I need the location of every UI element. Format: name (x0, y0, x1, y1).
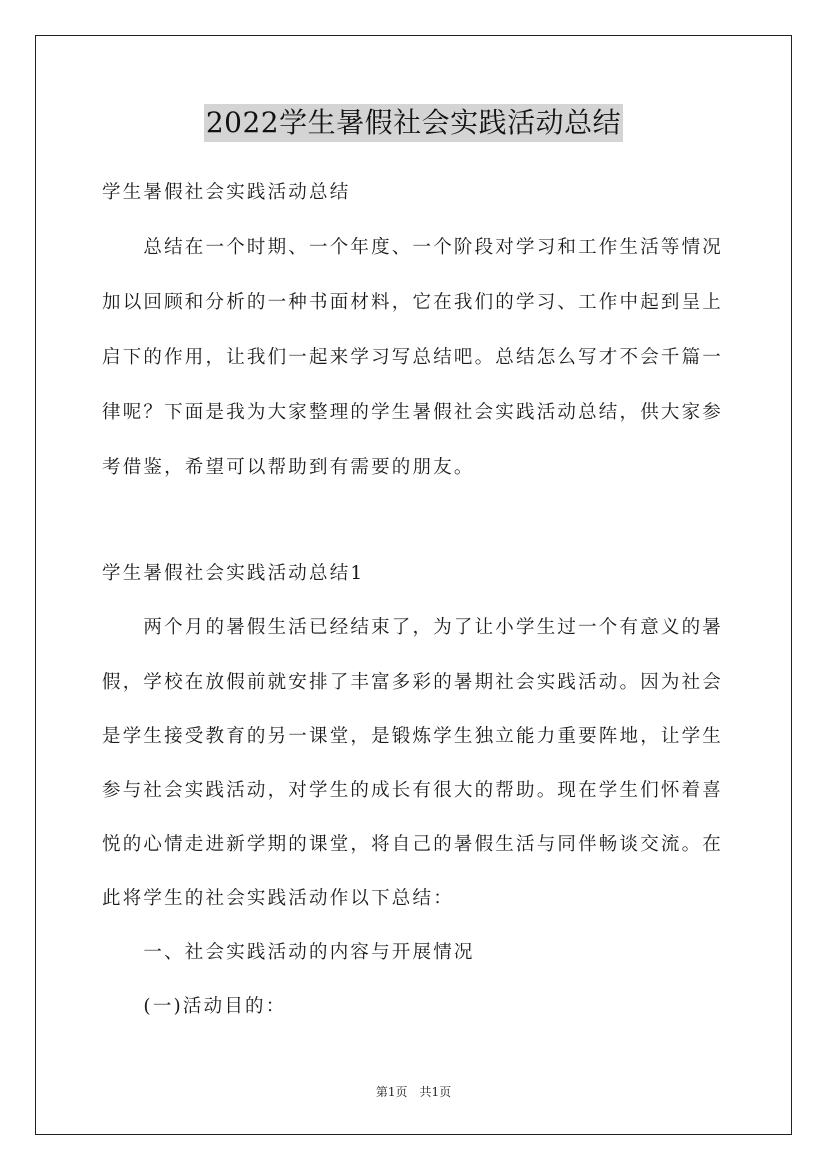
intro-line: 律呢？下面是我为大家整理的学生暑假社会实践活动总结，供大家参 (102, 402, 724, 423)
intro-line: 启下的作用，让我们一起来学习写总结吧。总结怎么写才不会千篇一 (102, 347, 724, 368)
document-subtitle: 学生暑假社会实践活动总结 (102, 182, 351, 203)
section-line: 悦的心情走进新学期的课堂，将自己的暑假生活与同伴畅谈交流。在 (102, 834, 724, 855)
intro-line: 总结在一个时期、一个年度、一个阶段对学习和工作生活等情况 (102, 237, 724, 258)
intro-line: 考借鉴，希望可以帮助到有需要的朋友。 (102, 457, 475, 478)
page-footer: 第1页 共1页 (375, 1085, 452, 1099)
section-heading: 学生暑假社会实践活动总结1 (102, 563, 365, 584)
sub-item: (一)活动目的： (102, 996, 287, 1017)
section-line: 两个月的暑假生活已经结束了，为了让小学生过一个有意义的暑 (102, 617, 724, 638)
title-container (0, 104, 827, 142)
section-line: 此将学生的社会实践活动作以下总结： (102, 888, 454, 909)
section-line: 参与社会实践活动，对学生的成长有很大的帮助。现在学生们怀着喜 (102, 780, 724, 801)
section-line: 假，学校在放假前就安排了丰富多彩的暑期社会实践活动。因为社会 (102, 672, 724, 693)
document-title: 2022学生暑假社会实践活动总结 (204, 104, 623, 142)
item-heading: 一、社会实践活动的内容与开展情况 (102, 942, 475, 963)
intro-line: 加以回顾和分析的一种书面材料，它在我们的学习、工作中起到呈上 (102, 292, 724, 313)
section-line: 是学生接受教育的另一课堂，是锻炼学生独立能力重要阵地，让学生 (102, 726, 724, 747)
